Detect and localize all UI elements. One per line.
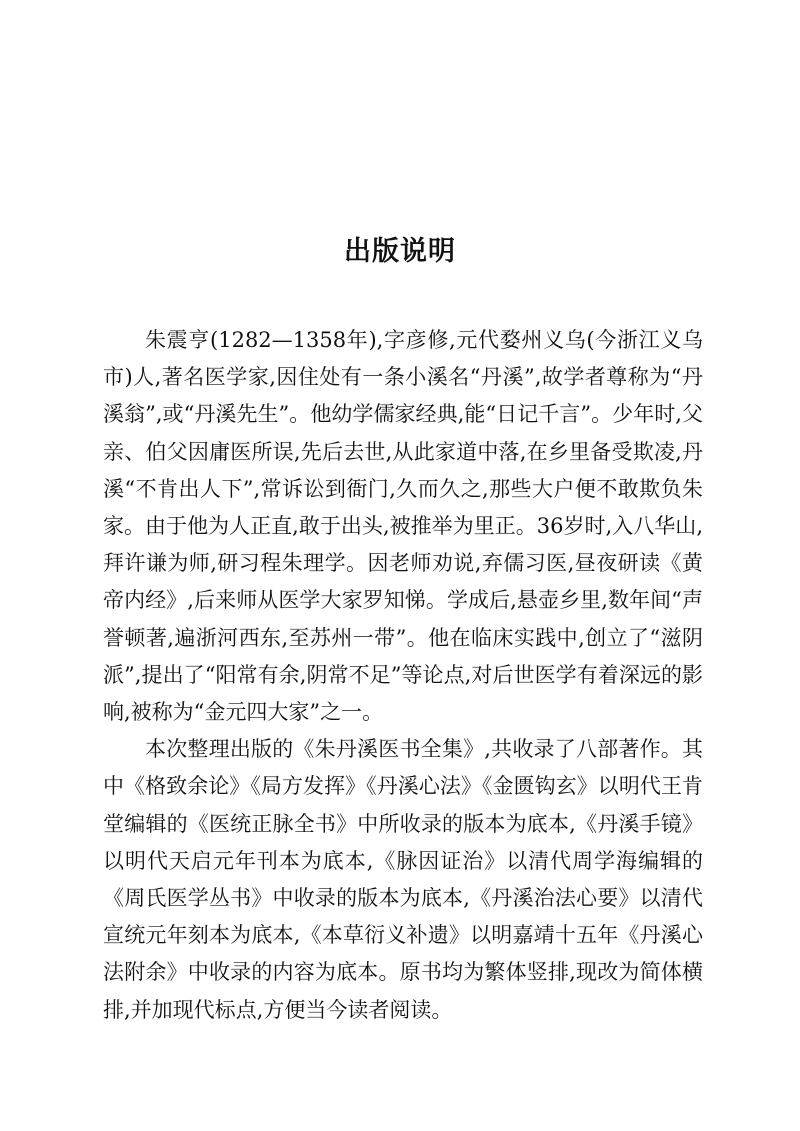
body-text bbox=[103, 322, 703, 1029]
paragraph-biography: 朱震亨(1282—1358年),字彦修,元代婺州义乌(今浙江义乌市)人,著名医学家,因住处有一条小溪名“丹溪”,故学者尊称为“丹溪翁”,或“丹溪先生”。他幼学儒家经典,能“日记千言”。少年时,父亲、伯父因庸医所误,先后去世,从此家道中落,在乡里备受欺凌,丹溪“不肯出人下”,常诉讼到衙门,久而久之,那些大户便不敢欺负朱家。由于他为人正直,敢于出头,被推举为里正。36岁时,入八华山,拜许谦为师,研习程朱理学。因老师劝说,弃儒习医,昼夜研读《黄帝内经》,后来师从医学大家罗知悌。学成后,悬壶乡里,数年间“声誉顿著,遍浙河西东,至苏州一带”。他在临床实践中,创立了“滋阴派”,提出了“阳常有余,阴常不足”等论点,对后世医学有着深远的影响,被称为“金元四大家”之一。 bbox=[103, 328, 703, 725]
paragraph-edition-notes: 本次整理出版的《朱丹溪医书全集》,共收录了八部著作。其中《格致余论》《局方发挥》《丹溪心法》《金匮钩玄》以明代王肯堂编辑的《医统正脉全书》中所收录的版本为底本,《丹溪手镜》以明代天启元年刊本为底本,《脉因证治》以清代周学海编辑的《周氏医学丛书》中收录的版本为底本,《丹溪治法心要》以清代宣统元年刻本为底本,《本草衍义补遗》以明嘉靖十五年《丹溪心法附余》中收录的内容为底本。原书均为繁体竖排,现改为简体横排,并加现代标点,方便当今读者阅读。 bbox=[103, 737, 703, 1022]
page-title: 出版说明 bbox=[344, 236, 456, 267]
